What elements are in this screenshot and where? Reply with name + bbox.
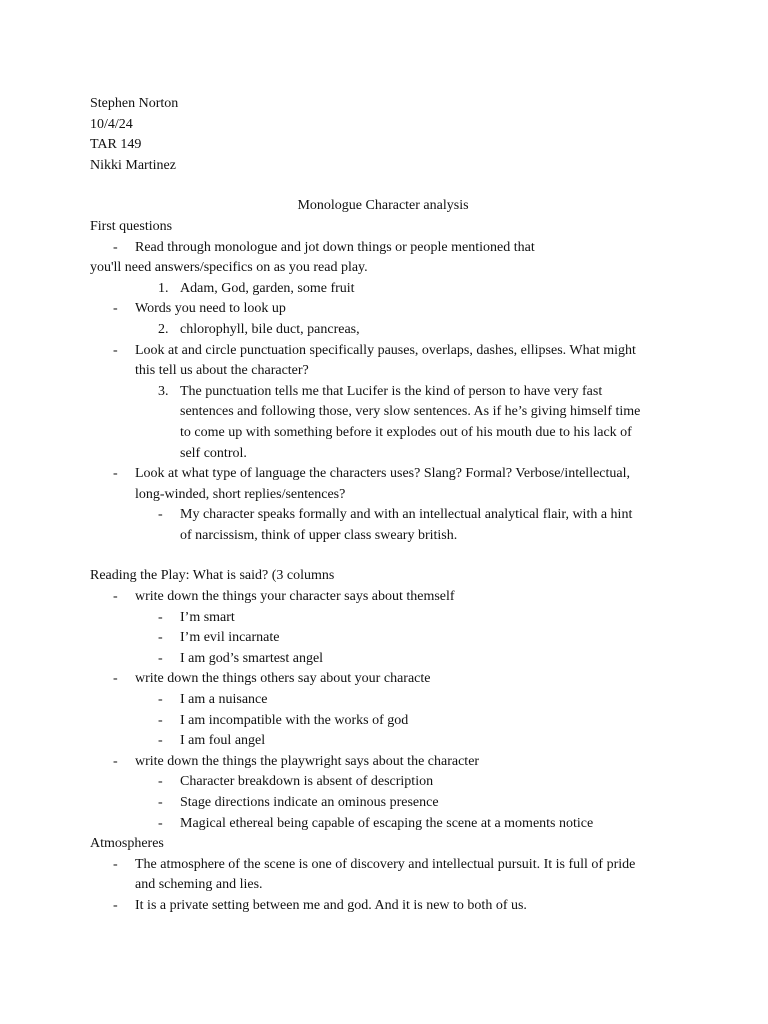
dash-bullet: - (113, 589, 118, 605)
question-4 (90, 464, 690, 505)
list-item-text: Character breakdown is absent of description (180, 774, 434, 790)
question-1 (90, 238, 690, 259)
atmosphere-item-1 (90, 855, 690, 896)
number-marker: 2. (158, 321, 169, 337)
question-1-text: Read through monologue and jot down things or people mentioned that (135, 239, 535, 255)
dash-bullet: - (113, 753, 118, 769)
dash-bullet: - (158, 733, 163, 749)
question-3-line-2: this tell us about the character? (135, 363, 309, 379)
list-item (90, 731, 690, 752)
question-2-text: Words you need to look up (135, 301, 286, 317)
list-item (90, 628, 690, 649)
dash-bullet: - (113, 897, 118, 913)
answer-3-line-4: self control. (180, 445, 247, 461)
dash-bullet: - (158, 609, 163, 625)
atmosphere-item-1-line-1: The atmosphere of the scene is one of discovery and intellectual pursuit. It is full of pride (135, 856, 636, 872)
list-item (90, 711, 690, 732)
answer-4-line-1: My character speaks formally and with an intellectual analytical flair, with a hint (180, 507, 633, 523)
document-title: Monologue Character analysis (297, 198, 469, 214)
answer-4-line-2: of narcissism, think of upper class sweary british. (180, 527, 458, 543)
answer-1 (90, 279, 690, 300)
question-3 (90, 341, 690, 382)
list-item (90, 690, 690, 711)
dash-bullet: - (113, 671, 118, 687)
question-3-line-1: Look at and circle punctuation specifically pauses, overlaps, dashes, ellipses. What might (135, 342, 636, 358)
others-prompt-text: write down the things others say about your characte (135, 671, 431, 687)
answer-1-text: Adam, God, garden, some fruit (180, 280, 355, 296)
self-prompt-text: write down the things your character says about themself (135, 589, 455, 605)
dash-bullet: - (158, 650, 163, 666)
list-item-text: I am incompatible with the works of god (180, 712, 409, 728)
atmosphere-item-2-text: It is a private setting between me and god. And it is new to both of us. (135, 897, 527, 913)
instructor-name: Nikki Martinez (90, 157, 176, 173)
dash-bullet: - (158, 507, 163, 523)
answer-2-text: chlorophyll, bile duct, pancreas, (180, 321, 360, 337)
atmosphere-item-2 (90, 896, 690, 917)
first-questions-heading: First questions (90, 218, 173, 234)
dash-bullet: - (158, 692, 163, 708)
atmosphere-item-1-line-2: and scheming and lies. (135, 877, 263, 893)
dash-bullet: - (158, 795, 163, 810)
list-item-text: I’m smart (180, 609, 235, 625)
list-item (90, 814, 690, 835)
self-prompt (90, 587, 690, 608)
dash-bullet: - (113, 466, 118, 482)
reading-heading: Reading the Play: What is said? (3 columns (90, 568, 335, 584)
answer-3-line-3: to come up with something before it explodes out of his mouth due to his lack of (180, 424, 632, 440)
course-code: TAR 149 (90, 137, 142, 153)
answer-2 (90, 320, 690, 341)
date: 10/4/24 (90, 116, 133, 132)
list-item-text: I’m evil incarnate (180, 630, 280, 646)
others-prompt (90, 669, 690, 690)
playwright-prompt (90, 752, 690, 773)
list-item-text: I am god’s smartest angel (180, 650, 324, 666)
dash-bullet: - (113, 342, 118, 358)
list-item-text: Magical ethereal being capable of escaping the scene at a moments notice (180, 815, 594, 831)
answer-3-line-2: sentences and following those, very slow sentences. As if he’s giving himself time (180, 404, 641, 420)
question-1-continuation: you'll need answers/specifics on as you read play. (90, 260, 368, 276)
playwright-prompt-text: write down the things the playwright says about the character (135, 753, 480, 769)
header-block (90, 94, 690, 176)
dash-bullet: - (158, 712, 163, 728)
list-item-text: I am foul angel (180, 733, 266, 749)
atmospheres-heading: Atmospheres (90, 836, 164, 852)
spacer (90, 546, 690, 566)
list-item (90, 793, 690, 814)
list-item (90, 649, 690, 670)
dash-bullet: - (158, 774, 163, 790)
dash-bullet: - (158, 815, 163, 831)
dash-bullet: - (158, 630, 163, 646)
dash-bullet: - (113, 239, 118, 255)
answer-4 (90, 505, 690, 546)
list-item-text: I am a nuisance (180, 692, 268, 708)
dash-bullet: - (113, 301, 118, 317)
author-name: Stephen Norton (90, 96, 179, 111)
number-marker: 3. (158, 383, 169, 399)
question-4-line-2: long-winded, short replies/sentences? (135, 486, 346, 502)
number-marker: 1. (158, 280, 169, 296)
answer-3-line-1: The punctuation tells me that Lucifer is the kind of person to have very fast (180, 383, 603, 399)
question-4-line-1: Look at what type of language the characters uses? Slang? Formal? Verbose/intellectual, (135, 466, 631, 482)
answer-3 (90, 382, 690, 464)
document-page (90, 94, 690, 917)
list-item (90, 772, 690, 793)
question-2 (90, 299, 690, 320)
dash-bullet: - (113, 856, 118, 872)
list-item-text: Stage directions indicate an ominous presence (180, 795, 439, 810)
list-item (90, 608, 690, 629)
